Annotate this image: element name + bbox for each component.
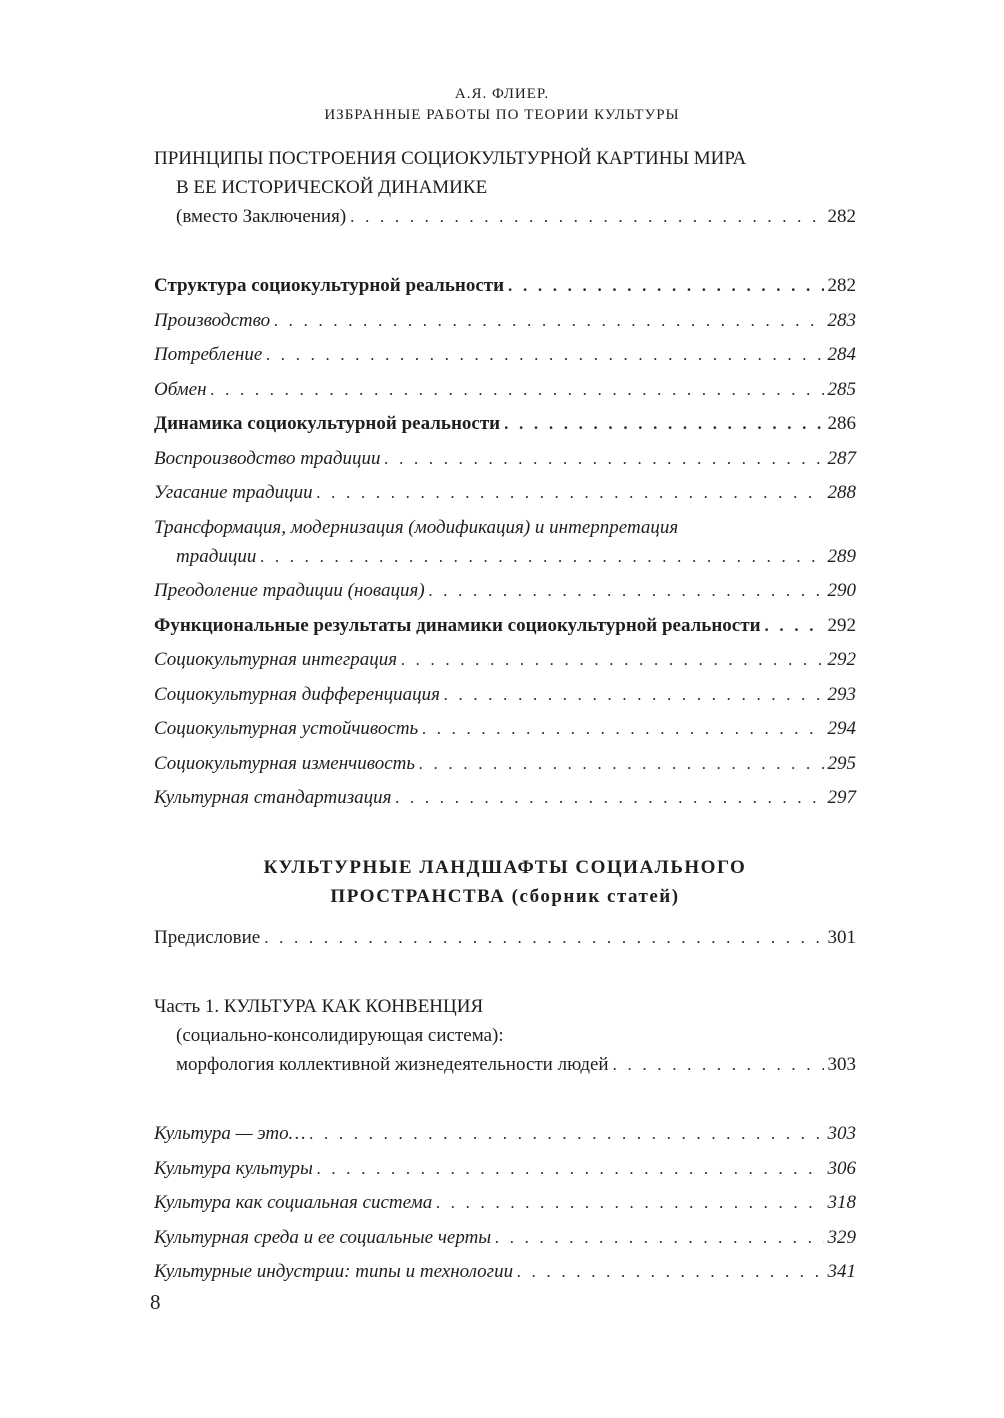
- toc-entry-page: 282: [827, 275, 856, 296]
- leader-dots: [765, 611, 824, 640]
- section-title: [154, 853, 856, 911]
- toc-entry-page: 303: [827, 1054, 856, 1075]
- toc-entry[interactable]: [154, 611, 856, 640]
- leader-dots: [517, 1257, 823, 1286]
- toc-entry-page: 287: [827, 447, 856, 469]
- toc-entry-page: 297: [827, 787, 856, 808]
- leader-dots: [495, 1223, 823, 1252]
- toc-entry[interactable]: [154, 714, 856, 743]
- leader-dots: [309, 1119, 823, 1148]
- toc-entry[interactable]: [154, 202, 856, 231]
- toc-entry-page: 289: [827, 545, 856, 567]
- toc-entry-title: Социокультурная дифференциация: [154, 683, 440, 705]
- toc-entry[interactable]: [154, 409, 856, 438]
- toc-entry-title: Функциональные результаты динамики социокультурной реальности: [154, 614, 761, 636]
- toc-entry[interactable]: [154, 542, 856, 571]
- toc-entry-title: Культурная стандартизация: [154, 787, 392, 808]
- toc-entry-page: 282: [827, 206, 856, 227]
- toc-entry-page: 290: [827, 580, 856, 601]
- toc-entry-title: морфология коллективной жизнедеятельности людей: [176, 1054, 609, 1075]
- toc-entry-title[interactable]: Трансформация, модернизация (модификация) и интерпретация: [154, 516, 679, 538]
- toc-entry-page: 306: [827, 1157, 856, 1179]
- toc-entry-title: Воспроизводство традиции: [154, 447, 381, 469]
- toc-entry-page: 294: [827, 718, 856, 739]
- toc-entry-title: Культура как социальная система: [154, 1192, 433, 1213]
- leader-dots: [264, 923, 823, 952]
- toc-entry-title: Предисловие: [154, 927, 261, 948]
- leader-dots: [317, 478, 824, 507]
- toc-entry-page: 292: [827, 614, 856, 636]
- part-title-line: (социально-консолидирующая система):: [176, 1025, 504, 1046]
- leader-dots: [504, 409, 823, 438]
- toc-entry-title: Социокультурная интеграция: [154, 649, 398, 670]
- leader-dots: [508, 271, 823, 300]
- toc-entry-title: Культурные индустрии: типы и технологии: [154, 1261, 514, 1282]
- toc-entry-title: Угасание традиции: [154, 482, 313, 503]
- leader-dots: [444, 680, 824, 709]
- toc-entry[interactable]: [154, 680, 856, 709]
- toc-entry-title: Потребление: [154, 344, 263, 365]
- toc-entry-title: Культура культуры: [154, 1157, 313, 1179]
- toc-entry[interactable]: [154, 340, 856, 369]
- leader-dots: [260, 542, 823, 571]
- toc-entry[interactable]: [154, 375, 856, 404]
- toc-entry-title: Социокультурная устойчивость: [154, 718, 419, 739]
- toc-entry-page: 286: [827, 413, 856, 434]
- header-book-title: ИЗБРАННЫЕ РАБОТЫ ПО ТЕОРИИ КУЛЬТУРЫ: [324, 107, 680, 123]
- toc-entry[interactable]: [154, 576, 856, 605]
- toc-entry-page: 295: [827, 752, 856, 774]
- toc-entry[interactable]: [154, 749, 856, 778]
- toc-entry[interactable]: [154, 271, 856, 300]
- toc-entry-title: Динамика социокультурной реальности: [154, 413, 501, 434]
- toc-entry-page: 293: [827, 683, 856, 705]
- part-title-line: В ЕЕ ИСТОРИЧЕСКОЙ ДИНАМИКЕ: [176, 177, 488, 198]
- toc-entry-page: 341: [827, 1261, 856, 1282]
- toc-entry-page: 285: [827, 378, 856, 400]
- toc-entry-page: 284: [827, 344, 856, 365]
- leader-dots: [266, 340, 823, 369]
- toc-entry[interactable]: [154, 645, 856, 674]
- toc-entry-page: 329: [827, 1226, 856, 1248]
- running-header: [0, 84, 1004, 126]
- toc-entry-page: 283: [827, 309, 856, 331]
- table-of-contents: [154, 144, 856, 1286]
- toc-entry-title: Структура социокультурной реальности: [154, 275, 505, 296]
- leader-dots: [350, 202, 823, 231]
- toc-entry-page: 292: [827, 649, 856, 670]
- leader-dots: [429, 576, 824, 605]
- leader-dots: [613, 1050, 824, 1079]
- toc-entry[interactable]: [154, 444, 856, 473]
- leader-dots: [419, 749, 823, 778]
- leader-dots: [422, 714, 823, 743]
- toc-entry-page: 301: [827, 927, 856, 948]
- leader-dots: [317, 1154, 824, 1183]
- toc-entry-title-cont: традиции: [176, 545, 257, 567]
- toc-entry-page: 303: [827, 1123, 856, 1144]
- toc-entry[interactable]: [154, 478, 856, 507]
- toc-entry-title: (вместо Заключения): [176, 206, 347, 227]
- toc-entry[interactable]: [154, 306, 856, 335]
- toc-entry-title: Культура — это…: [154, 1123, 306, 1144]
- toc-entry-title: Преодоление традиции (новация): [154, 580, 425, 601]
- leader-dots: [436, 1188, 823, 1217]
- part-title-line: ПРИНЦИПЫ ПОСТРОЕНИЯ СОЦИОКУЛЬТУРНОЙ КАРТИНЫ МИРА: [154, 148, 747, 169]
- toc-entry[interactable]: [154, 1223, 856, 1252]
- section-title-line: ПРОСТРАНСТВА (сборник статей): [330, 886, 680, 907]
- toc-entry-page: 288: [827, 482, 856, 503]
- leader-dots: [385, 444, 824, 473]
- header-author: А.Я. ФЛИЕР.: [454, 86, 550, 102]
- part-title-line: Часть 1. КУЛЬТУРА КАК КОНВЕНЦИЯ: [154, 996, 484, 1017]
- leader-dots: [211, 375, 824, 404]
- toc-entry-page: 318: [827, 1192, 856, 1213]
- toc-entry[interactable]: [154, 1050, 856, 1079]
- section-title-line: КУЛЬТУРНЫЕ ЛАНДШАФТЫ СОЦИАЛЬНОГО: [263, 857, 747, 878]
- toc-entry-title: Социокультурная изменчивость: [154, 752, 416, 774]
- toc-entry-title: Культурная среда и ее социальные черты: [154, 1226, 492, 1248]
- toc-entry[interactable]: [154, 1257, 856, 1286]
- toc-entry[interactable]: [154, 783, 856, 812]
- toc-entry[interactable]: [154, 1154, 856, 1183]
- leader-dots: [401, 645, 823, 674]
- toc-entry-title: Обмен: [154, 378, 207, 400]
- leader-dots: [395, 783, 823, 812]
- toc-entry-title: Производство: [154, 309, 271, 331]
- page-number: 8: [150, 1290, 161, 1314]
- leader-dots: [274, 306, 823, 335]
- toc-entry[interactable]: [154, 1188, 856, 1217]
- toc-entry[interactable]: [154, 923, 856, 952]
- toc-entry[interactable]: [154, 1119, 856, 1148]
